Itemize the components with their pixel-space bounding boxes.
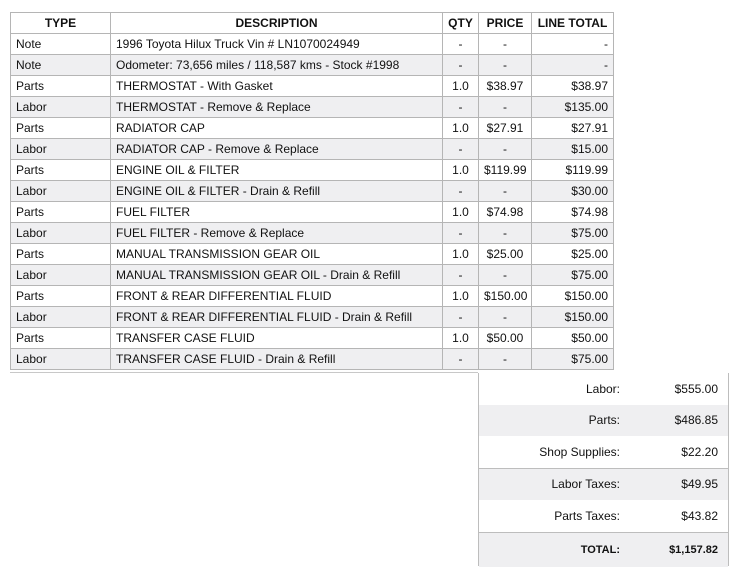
description-cell: ENGINE OIL & FILTER xyxy=(111,160,443,181)
line-total-cell: $119.99 xyxy=(532,160,614,181)
table-row xyxy=(11,265,614,286)
qty-cell: - xyxy=(443,223,479,244)
table-row xyxy=(11,286,614,307)
price-cell: $119.99 xyxy=(479,160,532,181)
line-total-cell: $50.00 xyxy=(532,328,614,349)
price-column-header: PRICE xyxy=(479,13,532,34)
type-cell: Labor xyxy=(11,223,111,244)
price-cell: - xyxy=(479,349,532,370)
qty-cell: 1.0 xyxy=(443,202,479,223)
type-cell: Labor xyxy=(11,349,111,370)
parts-taxes-row xyxy=(479,500,728,532)
table-row xyxy=(11,160,614,181)
description-column-header: DESCRIPTION xyxy=(111,13,443,34)
type-cell: Note xyxy=(11,55,111,76)
line-total-cell: $74.98 xyxy=(532,202,614,223)
description-cell: TRANSFER CASE FLUID - Drain & Refill xyxy=(111,349,443,370)
parts-total-label: Parts: xyxy=(588,413,620,428)
qty-cell: 1.0 xyxy=(443,76,479,97)
table-header-row xyxy=(11,13,614,34)
table-row xyxy=(11,307,614,328)
type-cell: Parts xyxy=(11,286,111,307)
price-cell: - xyxy=(479,34,532,55)
type-cell: Parts xyxy=(11,202,111,223)
line-total-cell: $75.00 xyxy=(532,265,614,286)
description-cell: THERMOSTAT - With Gasket xyxy=(111,76,443,97)
labor-total-row xyxy=(479,373,728,405)
line-total-cell: $150.00 xyxy=(532,286,614,307)
line-total-column-header: LINE TOTAL xyxy=(532,13,614,34)
qty-cell: - xyxy=(443,139,479,160)
line-total-cell: - xyxy=(532,34,614,55)
price-cell: $25.00 xyxy=(479,244,532,265)
type-cell: Labor xyxy=(11,139,111,160)
type-cell: Parts xyxy=(11,118,111,139)
description-cell: FRONT & REAR DIFFERENTIAL FLUID xyxy=(111,286,443,307)
table-row xyxy=(11,139,614,160)
qty-cell: - xyxy=(443,55,479,76)
qty-cell: - xyxy=(443,34,479,55)
table-row xyxy=(11,244,614,265)
price-cell: $150.00 xyxy=(479,286,532,307)
type-cell: Labor xyxy=(11,307,111,328)
parts-total-row xyxy=(479,405,728,437)
description-cell: MANUAL TRANSMISSION GEAR OIL xyxy=(111,244,443,265)
line-total-cell: $15.00 xyxy=(532,139,614,160)
qty-cell: - xyxy=(443,97,479,118)
price-cell: - xyxy=(479,55,532,76)
description-cell: FUEL FILTER xyxy=(111,202,443,223)
qty-cell: 1.0 xyxy=(443,286,479,307)
description-cell: 1996 Toyota Hilux Truck Vin # LN1070024949 xyxy=(111,34,443,55)
type-cell: Parts xyxy=(11,328,111,349)
grand-total-label: TOTAL: xyxy=(580,543,620,556)
shop-supplies-row xyxy=(479,436,728,468)
line-total-cell: $75.00 xyxy=(532,349,614,370)
description-cell: RADIATOR CAP - Remove & Replace xyxy=(111,139,443,160)
table-row xyxy=(11,202,614,223)
description-cell: THERMOSTAT - Remove & Replace xyxy=(111,97,443,118)
labor-taxes-value: $49.95 xyxy=(681,477,718,492)
line-total-cell: $38.97 xyxy=(532,76,614,97)
line-items-table xyxy=(10,12,614,370)
qty-cell: - xyxy=(443,181,479,202)
qty-cell: - xyxy=(443,349,479,370)
table-row xyxy=(11,76,614,97)
price-cell: - xyxy=(479,307,532,328)
description-cell: FUEL FILTER - Remove & Replace xyxy=(111,223,443,244)
parts-taxes-value: $43.82 xyxy=(681,508,718,523)
price-cell: - xyxy=(479,139,532,160)
type-cell: Parts xyxy=(11,76,111,97)
description-cell: Odometer: 73,656 miles / 118,587 kms - Stock #1998 xyxy=(111,55,443,76)
price-cell: - xyxy=(479,223,532,244)
description-cell: TRANSFER CASE FLUID xyxy=(111,328,443,349)
price-cell: - xyxy=(479,97,532,118)
table-bottom-divider xyxy=(10,372,478,373)
line-total-cell: $150.00 xyxy=(532,307,614,328)
table-row xyxy=(11,349,614,370)
qty-cell: 1.0 xyxy=(443,244,479,265)
table-row xyxy=(11,223,614,244)
qty-cell: - xyxy=(443,265,479,286)
grand-total-value: $1,157.82 xyxy=(669,543,718,556)
description-cell: RADIATOR CAP xyxy=(111,118,443,139)
type-cell: Labor xyxy=(11,181,111,202)
totals-summary xyxy=(478,373,729,566)
price-cell: - xyxy=(479,265,532,286)
grand-total-row xyxy=(479,532,728,567)
shop-supplies-label: Shop Supplies: xyxy=(539,444,620,459)
type-cell: Note xyxy=(11,34,111,55)
description-cell: ENGINE OIL & FILTER - Drain & Refill xyxy=(111,181,443,202)
labor-taxes-row xyxy=(479,468,728,501)
line-total-cell: $135.00 xyxy=(532,97,614,118)
labor-total-label: Labor: xyxy=(585,381,620,396)
shop-supplies-value: $22.20 xyxy=(681,444,718,459)
type-column-header: TYPE xyxy=(11,13,111,34)
type-cell: Labor xyxy=(11,265,111,286)
qty-column-header: QTY xyxy=(443,13,479,34)
labor-total-value: $555.00 xyxy=(674,381,718,396)
price-cell: - xyxy=(479,181,532,202)
type-cell: Parts xyxy=(11,244,111,265)
description-cell: MANUAL TRANSMISSION GEAR OIL - Drain & Refill xyxy=(111,265,443,286)
table-row xyxy=(11,34,614,55)
line-total-cell: $75.00 xyxy=(532,223,614,244)
line-total-cell: $30.00 xyxy=(532,181,614,202)
price-cell: $50.00 xyxy=(479,328,532,349)
qty-cell: 1.0 xyxy=(443,160,479,181)
line-total-cell: $27.91 xyxy=(532,118,614,139)
qty-cell: - xyxy=(443,307,479,328)
table-row xyxy=(11,328,614,349)
price-cell: $27.91 xyxy=(479,118,532,139)
price-cell: $74.98 xyxy=(479,202,532,223)
type-cell: Labor xyxy=(11,97,111,118)
table-row xyxy=(11,181,614,202)
labor-taxes-label: Labor Taxes: xyxy=(551,477,620,492)
type-cell: Parts xyxy=(11,160,111,181)
line-total-cell: $25.00 xyxy=(532,244,614,265)
line-total-cell: - xyxy=(532,55,614,76)
qty-cell: 1.0 xyxy=(443,328,479,349)
description-cell: FRONT & REAR DIFFERENTIAL FLUID - Drain & Refill xyxy=(111,307,443,328)
table-row xyxy=(11,97,614,118)
price-cell: $38.97 xyxy=(479,76,532,97)
qty-cell: 1.0 xyxy=(443,118,479,139)
table-row xyxy=(11,55,614,76)
parts-taxes-label: Parts Taxes: xyxy=(554,508,620,523)
parts-total-value: $486.85 xyxy=(674,413,718,428)
table-row xyxy=(11,118,614,139)
